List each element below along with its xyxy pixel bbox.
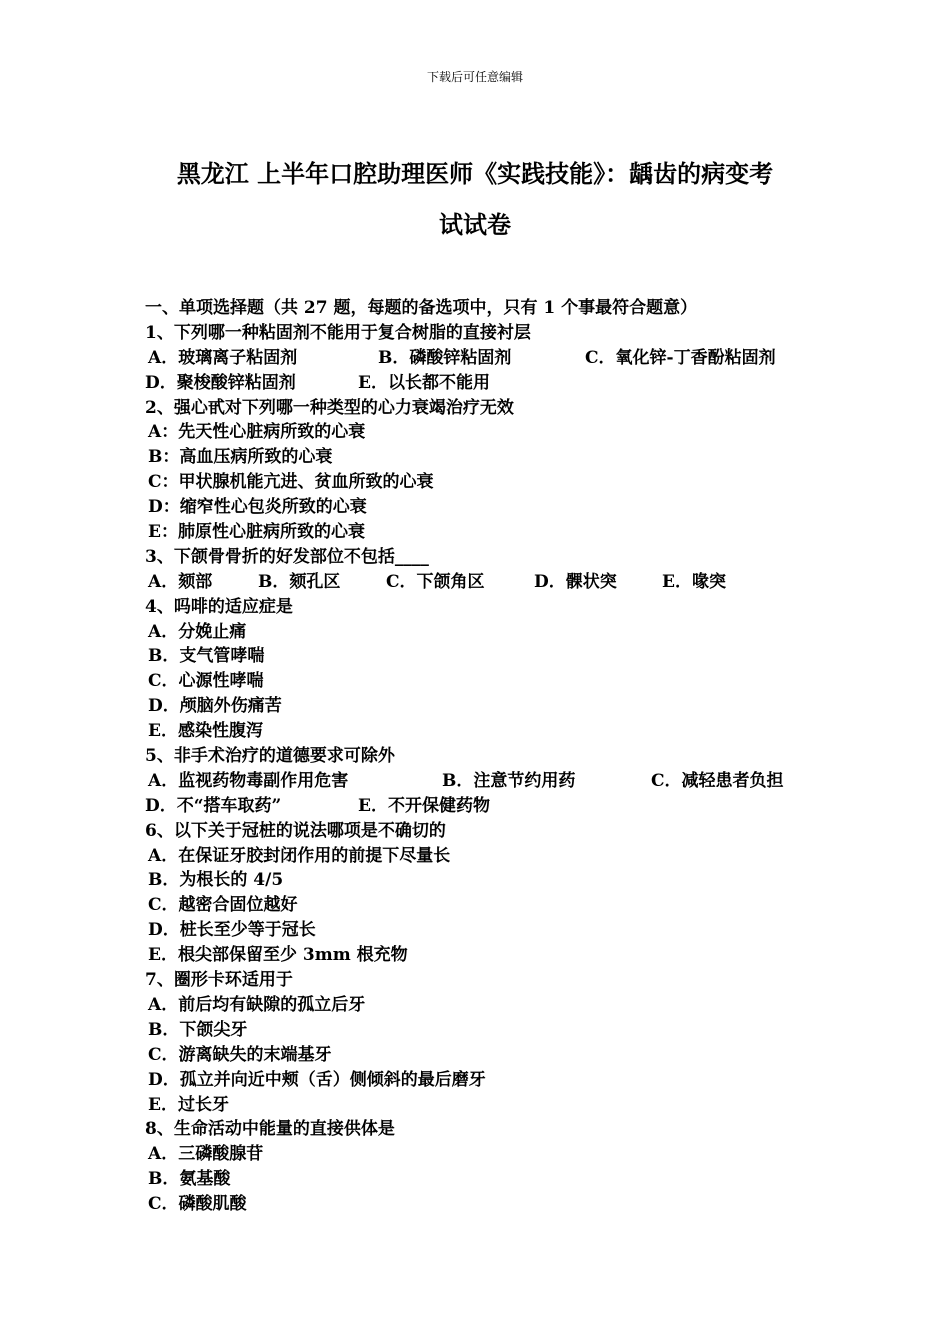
question-stem: 7、圈形卡环适用于 [145,970,293,991]
option: C．下颌角区 [386,571,485,592]
question-stem: 8、生命活动中能量的直接供体是 [145,1119,395,1140]
document-title-line-2: 试试卷 [439,210,511,239]
option-row [145,346,825,371]
question-stem: 5、非手术治疗的道德要求可除外 [145,746,395,767]
option: D．聚梭酸锌粘固剂 [145,372,296,393]
option: C．越密合固位越好 [148,895,298,916]
option: A：先天性心脏病所致的心衰 [148,422,366,443]
option: E．喙突 [662,571,726,592]
option: D．颅脑外伤痛苦 [148,696,282,717]
option: B．氨基酸 [148,1169,231,1190]
option: A．监视药物毒副作用危害 [148,770,349,791]
section-heading: 一、单项选择题（共 27 题，每题的备选项中，只有 1 个事最符合题意） [145,298,698,318]
option: D：缩窄性心包炎所致的心衰 [148,497,367,518]
option: D．髁状突 [534,571,617,592]
option: D．不“搭车取药” [145,795,282,816]
option: C．游离缺失的末端基牙 [148,1044,332,1065]
option: B．下颌尖牙 [148,1019,248,1040]
option: A．前后均有缺隙的孤立后牙 [148,994,366,1015]
option-row [145,371,825,396]
option: B．磷酸锌粘固剂 [378,347,512,368]
option: C．减轻患者负担 [651,770,784,791]
option: E．过长牙 [148,1094,229,1115]
option-row [145,769,825,794]
option: D．桩长至少等于冠长 [148,920,316,941]
question-stem: 1、下列哪一种粘固剂不能用于复合树脂的直接衬层 [145,322,531,343]
option: A．三磷酸腺苷 [148,1144,264,1165]
option: A．在保证牙胶封闭作用的前提下尽量长 [148,845,451,866]
option: B．颏孔区 [258,571,341,592]
question-list [145,296,825,1217]
option-row [145,794,825,819]
option: E．根尖部保留至少 3mm 根充物 [148,945,408,966]
option: C．氧化锌-丁香酚粘固剂 [585,347,776,368]
question-stem: 3、下颌骨骨折的好发部位不包括____ [145,546,429,567]
question-stem: 2、强心甙对下列哪一种类型的心力衰竭治疗无效 [145,397,514,418]
option: E．感染性腹泻 [148,721,263,742]
option: E：肺原性心脏病所致的心衰 [148,522,365,543]
option: C．磷酸肌酸 [148,1194,247,1215]
option: A．分娩止痛 [148,621,247,642]
option: B．支气管哮喘 [148,646,265,667]
option: C：甲状腺机能亢进、贫血所致的心衰 [148,472,434,493]
option: C．心源性哮喘 [148,671,264,692]
option: E．不开保健药物 [358,795,490,816]
option: A．玻璃离子粘固剂 [148,347,298,368]
option: E．以长都不能用 [358,372,490,393]
question-stem: 4、吗啡的适应症是 [145,596,293,617]
option: B．注意节约用药 [442,770,576,791]
option: A．颏部 [148,571,213,592]
option: B．为根长的 4/5 [148,870,284,891]
question-stem: 6、以下关于冠桩的说法哪项是不确切的 [145,820,446,841]
option: D．孤立并向近中颊（舌）侧倾斜的最后磨牙 [148,1069,486,1090]
option-row [145,570,825,595]
header-note: 下载后可任意编辑 [426,70,523,84]
document-title-line-1: 黑龙江 上半年口腔助理医师《实践技能》：龋齿的病变考 [176,159,774,188]
option: B：高血压病所致的心衰 [148,447,333,468]
